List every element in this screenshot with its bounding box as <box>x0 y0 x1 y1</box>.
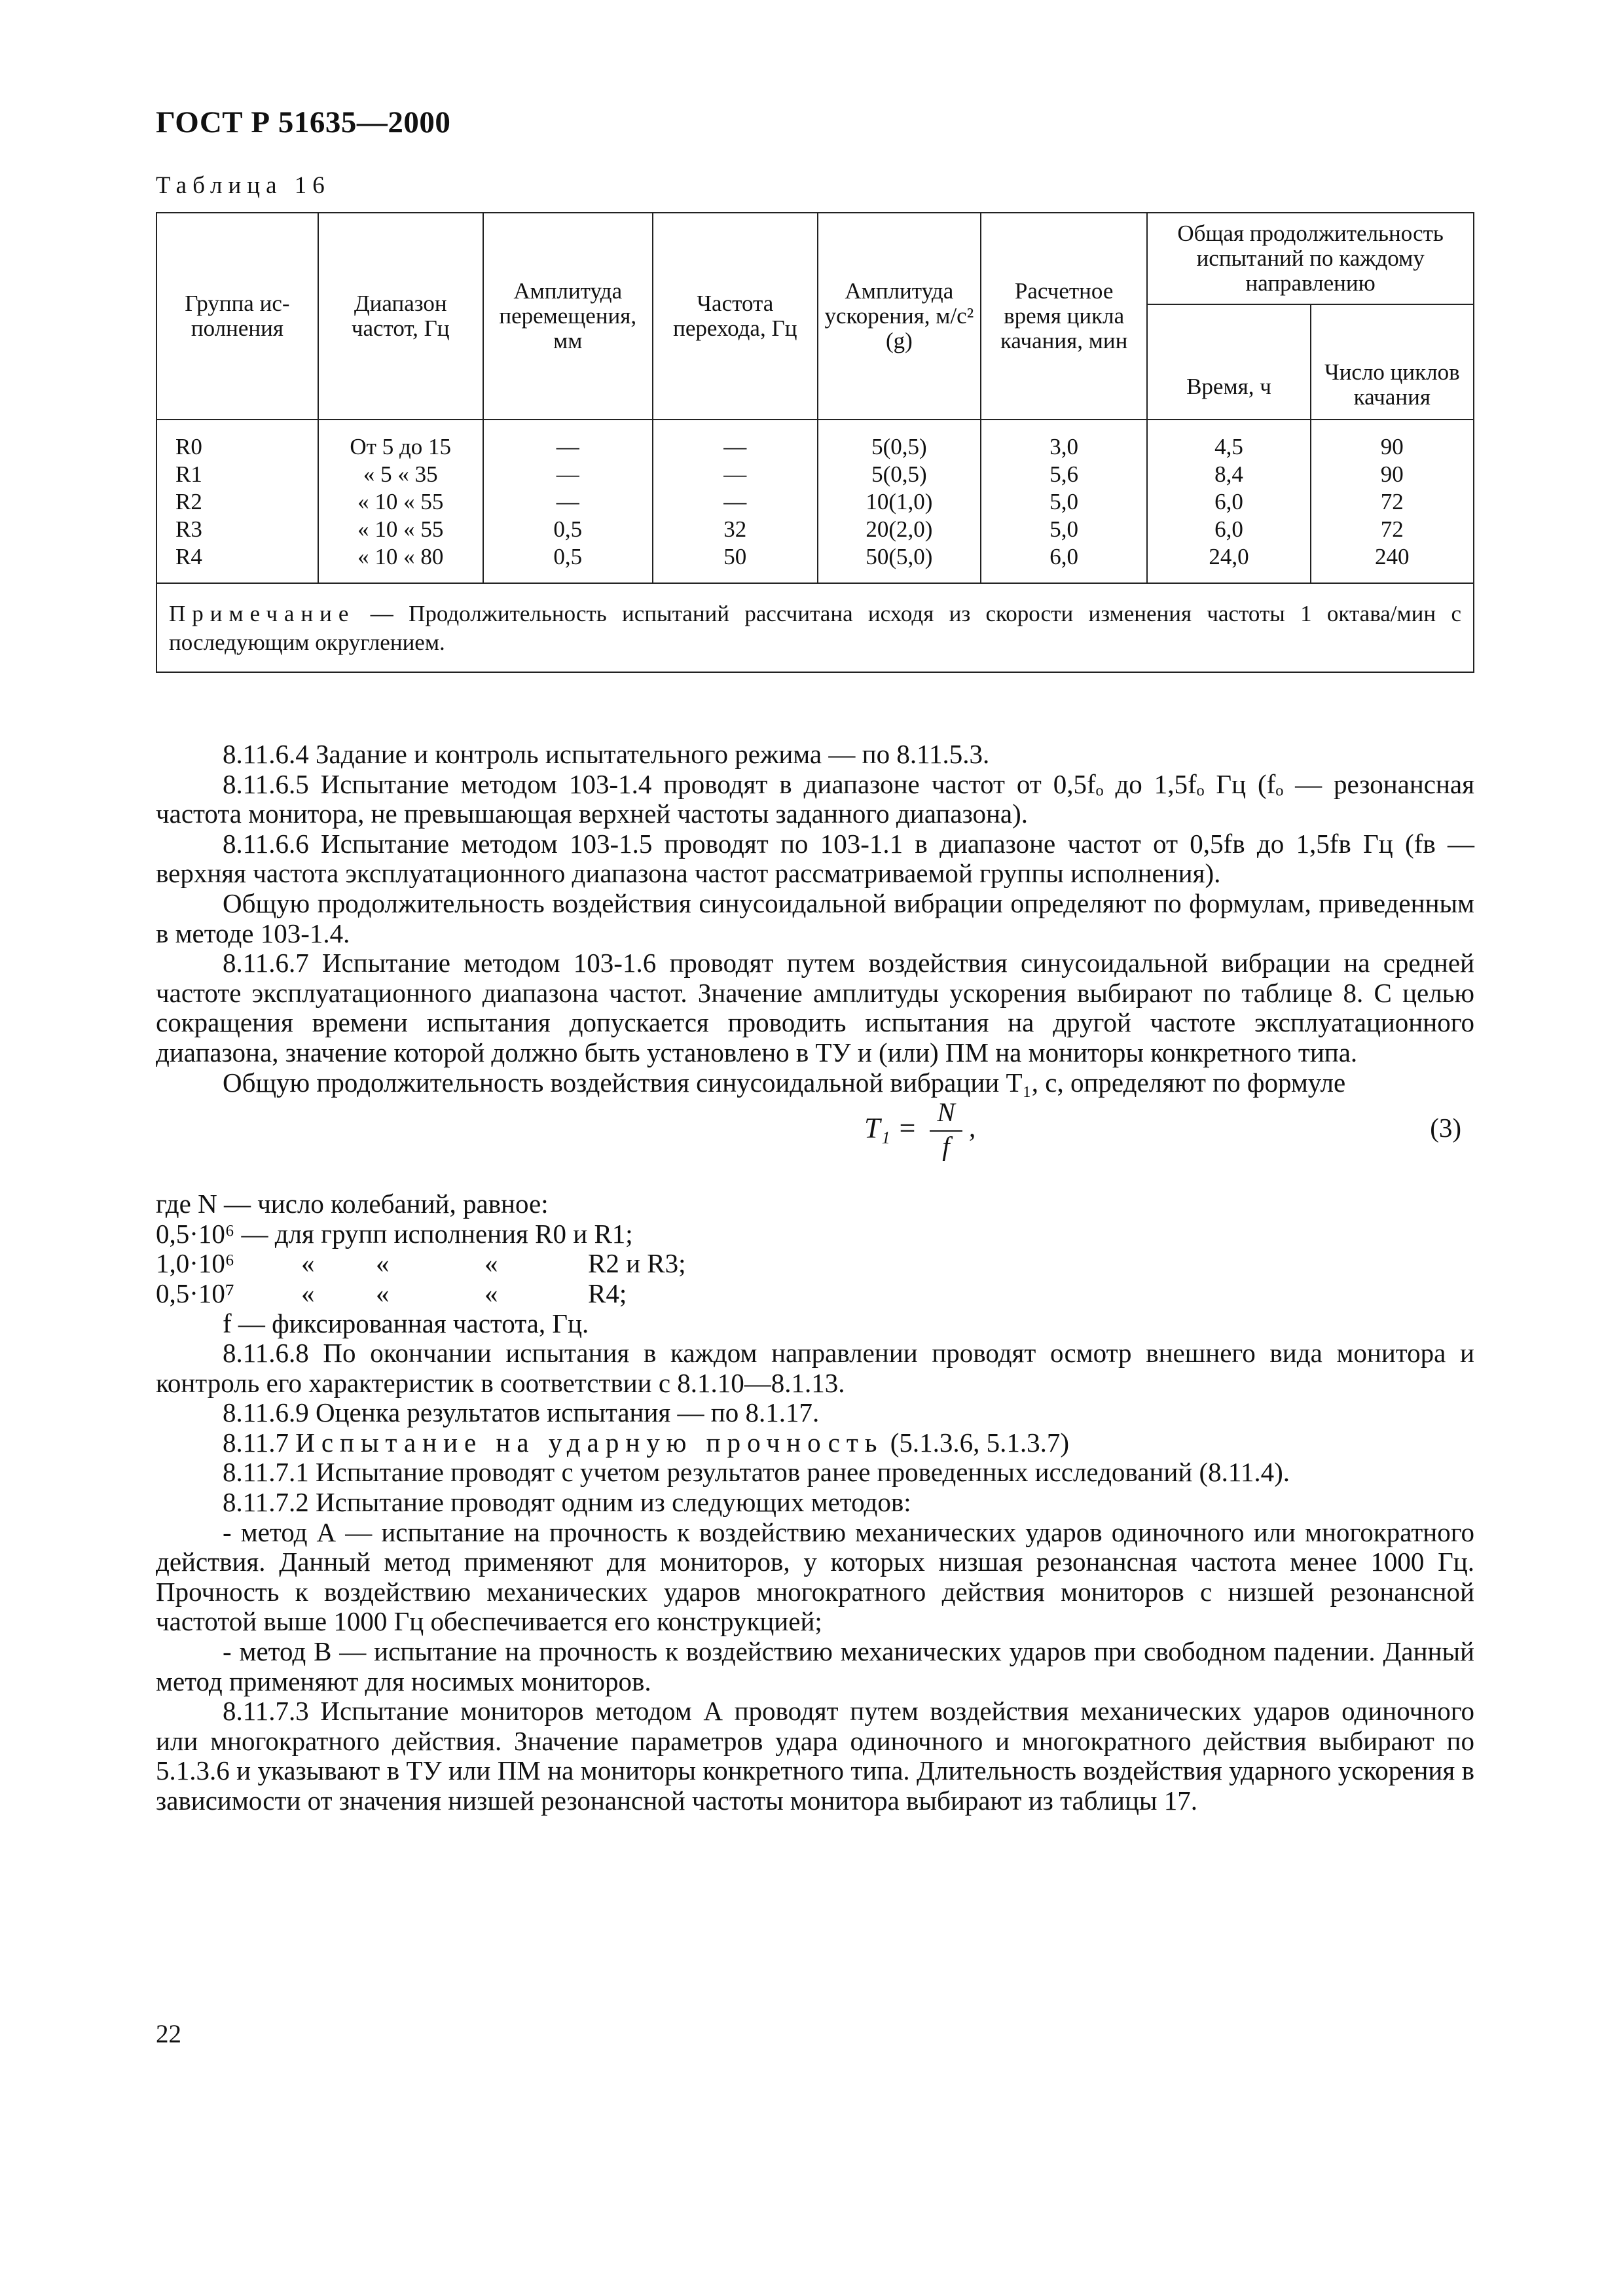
note-text: — Продолжительность испытаний рассчитана исходя из скорости изменения частоты 1 октава/мин с последующим округлением. <box>169 601 1461 655</box>
section-ref: (5.1.3.6, 5.1.3.7) <box>883 1427 1070 1458</box>
ditto-mark: « <box>484 1248 498 1279</box>
header-cycles: Число циклов качания <box>1311 304 1474 420</box>
header-time: Время, ч <box>1147 304 1310 420</box>
document-header: ГОСТ Р 51635—2000 <box>156 105 451 139</box>
table-caption: Таблица 16 <box>156 172 331 199</box>
list-line <box>156 1249 1474 1279</box>
ditto-mark: « <box>301 1278 315 1308</box>
header-cycle-time: Расчетное время цикла качания, мин <box>981 213 1147 420</box>
note-label: Примечание <box>169 601 356 626</box>
formula-number: (3) <box>1430 1113 1461 1143</box>
col-acceleration: 5(0,5) 5(0,5) 10(1,0) 20(2,0) 50(5,0) <box>818 420 981 583</box>
section-title: Испытание на ударную прочность <box>295 1427 884 1458</box>
paragraph: f — фиксированная частота, Гц. <box>223 1308 589 1338</box>
paragraph: - метод А — испытание на прочность к воздействию механических ударов одиночного или многократного действия. Данный метод применяют для мониторов, у которых низшая резонансная частота менее 1000 Гц. Прочность к воздействию механических ударов многократного действия мониторов с низшей резонансной частотой выше 1000 Гц обеспечивается его конструкцией; <box>156 1516 1474 1637</box>
formula-fraction <box>930 1098 962 1162</box>
list-value: 1,0·10⁶ <box>156 1248 235 1279</box>
header-frequency-range: Диапазон частот, Гц <box>318 213 483 420</box>
list-groups: R2 и R3; <box>588 1248 686 1279</box>
table-note <box>156 583 1474 672</box>
ditto-mark: « <box>376 1278 390 1308</box>
formula-denominator: f <box>942 1131 950 1162</box>
formula-numerator: N <box>930 1098 962 1132</box>
paragraph: Общую продолжительность воздействия синусоидальной вибрации T₁, с, определяют по формуле <box>223 1067 1346 1098</box>
section-heading <box>156 1428 1474 1458</box>
header-displacement: Амплитуда перемещения, мм <box>483 213 653 420</box>
col-cycles: 90 90 72 72 240 <box>1311 420 1474 583</box>
paragraph: 8.11.6.6 Испытание методом 103-1.5 проводят по 103-1.1 в диапазоне частот от 0,5fв до 1,5fв Гц (fв — верхняя частота эксплуатационного диапазона частот рассматриваемой группы исполнения). <box>156 828 1474 889</box>
col-range: От 5 до 15 « 5 « 35 « 10 « 55 « 10 « 55 « 10 « 80 <box>318 420 483 583</box>
paragraph: 8.11.7.3 Испытание мониторов методом А проводят путем воздействия механических ударов одиночного или многократного действия. Значение параметров удара одиночного и многократного действия выбирают по 5.1.3.6 и указывают в ТУ или ПМ на мониторы конкретного типа. Длительность воздействия ударного ускорения в зависимости от значения низшей резонансной частоты монитора выбирают из таблицы 17. <box>156 1696 1474 1816</box>
paragraph: 8.11.7.1 Испытание проводят с учетом результатов ранее проведенных исследований (8.11.4). <box>223 1457 1290 1488</box>
body-text <box>156 740 1474 1816</box>
paragraph: 8.11.6.7 Испытание методом 103-1.6 проводят путем воздействия синусоидальной вибрации на средней частоте эксплуатационного диапазона частот. Значение амплитуды ускорения выбирают по таблице 8. С целью сокращения времени испытания допускается проводить испытания на другой частоте эксплуатационного диапазона, значение которой должно быть установлено в ТУ и (или) ПМ на мониторы конкретного типа. <box>156 948 1474 1067</box>
paragraph: Общую продолжительность воздействия синусоидальной вибрации определяют по формулам, приведенным в методе 103-1.4. <box>156 888 1474 948</box>
list-line: 0,5·10⁶ — для групп исполнения R0 и R1; <box>156 1218 633 1249</box>
paragraph: 8.11.6.4 Задание и контроль испытательного режима — по 8.11.5.3. <box>223 739 990 769</box>
list-line <box>156 1279 1474 1309</box>
formula-lhs: T₁ = <box>864 1112 917 1145</box>
paragraph: 8.11.6.9 Оценка результатов испытания — по 8.1.17. <box>223 1397 820 1428</box>
ditto-mark: « <box>484 1278 498 1308</box>
col-time: 4,5 8,4 6,0 6,0 24,0 <box>1147 420 1310 583</box>
col-displacement: — — — 0,5 0,5 <box>483 420 653 583</box>
page-number: 22 <box>156 2020 181 2048</box>
ditto-mark: « <box>301 1248 315 1279</box>
header-total-duration: Общая продолжительность испытаний по каждому направлению <box>1147 213 1474 304</box>
col-group: R0 R1 R2 R3 R4 <box>156 420 318 583</box>
paragraph: 8.11.6.8 По окончании испытания в каждом направлении проводят осмотр внешнего вида монитора и контроль его характеристик в соответствии с 8.1.10—8.1.13. <box>156 1338 1474 1398</box>
where-clause: где N — число колебаний, равное: <box>156 1189 549 1219</box>
paragraph <box>156 1189 1474 1219</box>
header-crossover: Частота перехода, Гц <box>653 213 818 420</box>
col-cycle-time: 3,0 5,6 5,0 5,0 6,0 <box>981 420 1147 583</box>
list-value: 0,5·10⁷ <box>156 1278 235 1308</box>
ditto-mark: « <box>376 1248 390 1279</box>
table-16 <box>156 212 1474 673</box>
paragraph: 8.11.7.2 Испытание проводят одним из следующих методов: <box>223 1487 911 1518</box>
paragraph: 8.11.6.5 Испытание методом 103-1.4 проводят в диапазоне частот от 0,5fₒ до 1,5fₒ Гц (fₒ — резонансная частота монитора, не превышающая верхней частоты заданного диапазона). <box>156 768 1474 829</box>
formula-3 <box>156 1098 1474 1189</box>
section-number: 8.11.7 <box>223 1427 289 1458</box>
formula-comma: , <box>969 1113 976 1143</box>
list-groups: R4; <box>588 1278 627 1308</box>
header-acceleration: Амплитуда ускорения, м/с² (g) <box>818 213 981 420</box>
paragraph: - метод В — испытание на прочность к воздействию механических ударов при свободном падении. Данный метод применяют для носимых мониторов. <box>156 1636 1474 1696</box>
table-body <box>156 420 1474 583</box>
header-group: Группа ис-полнения <box>156 213 318 420</box>
col-crossover: — — — 32 50 <box>653 420 818 583</box>
